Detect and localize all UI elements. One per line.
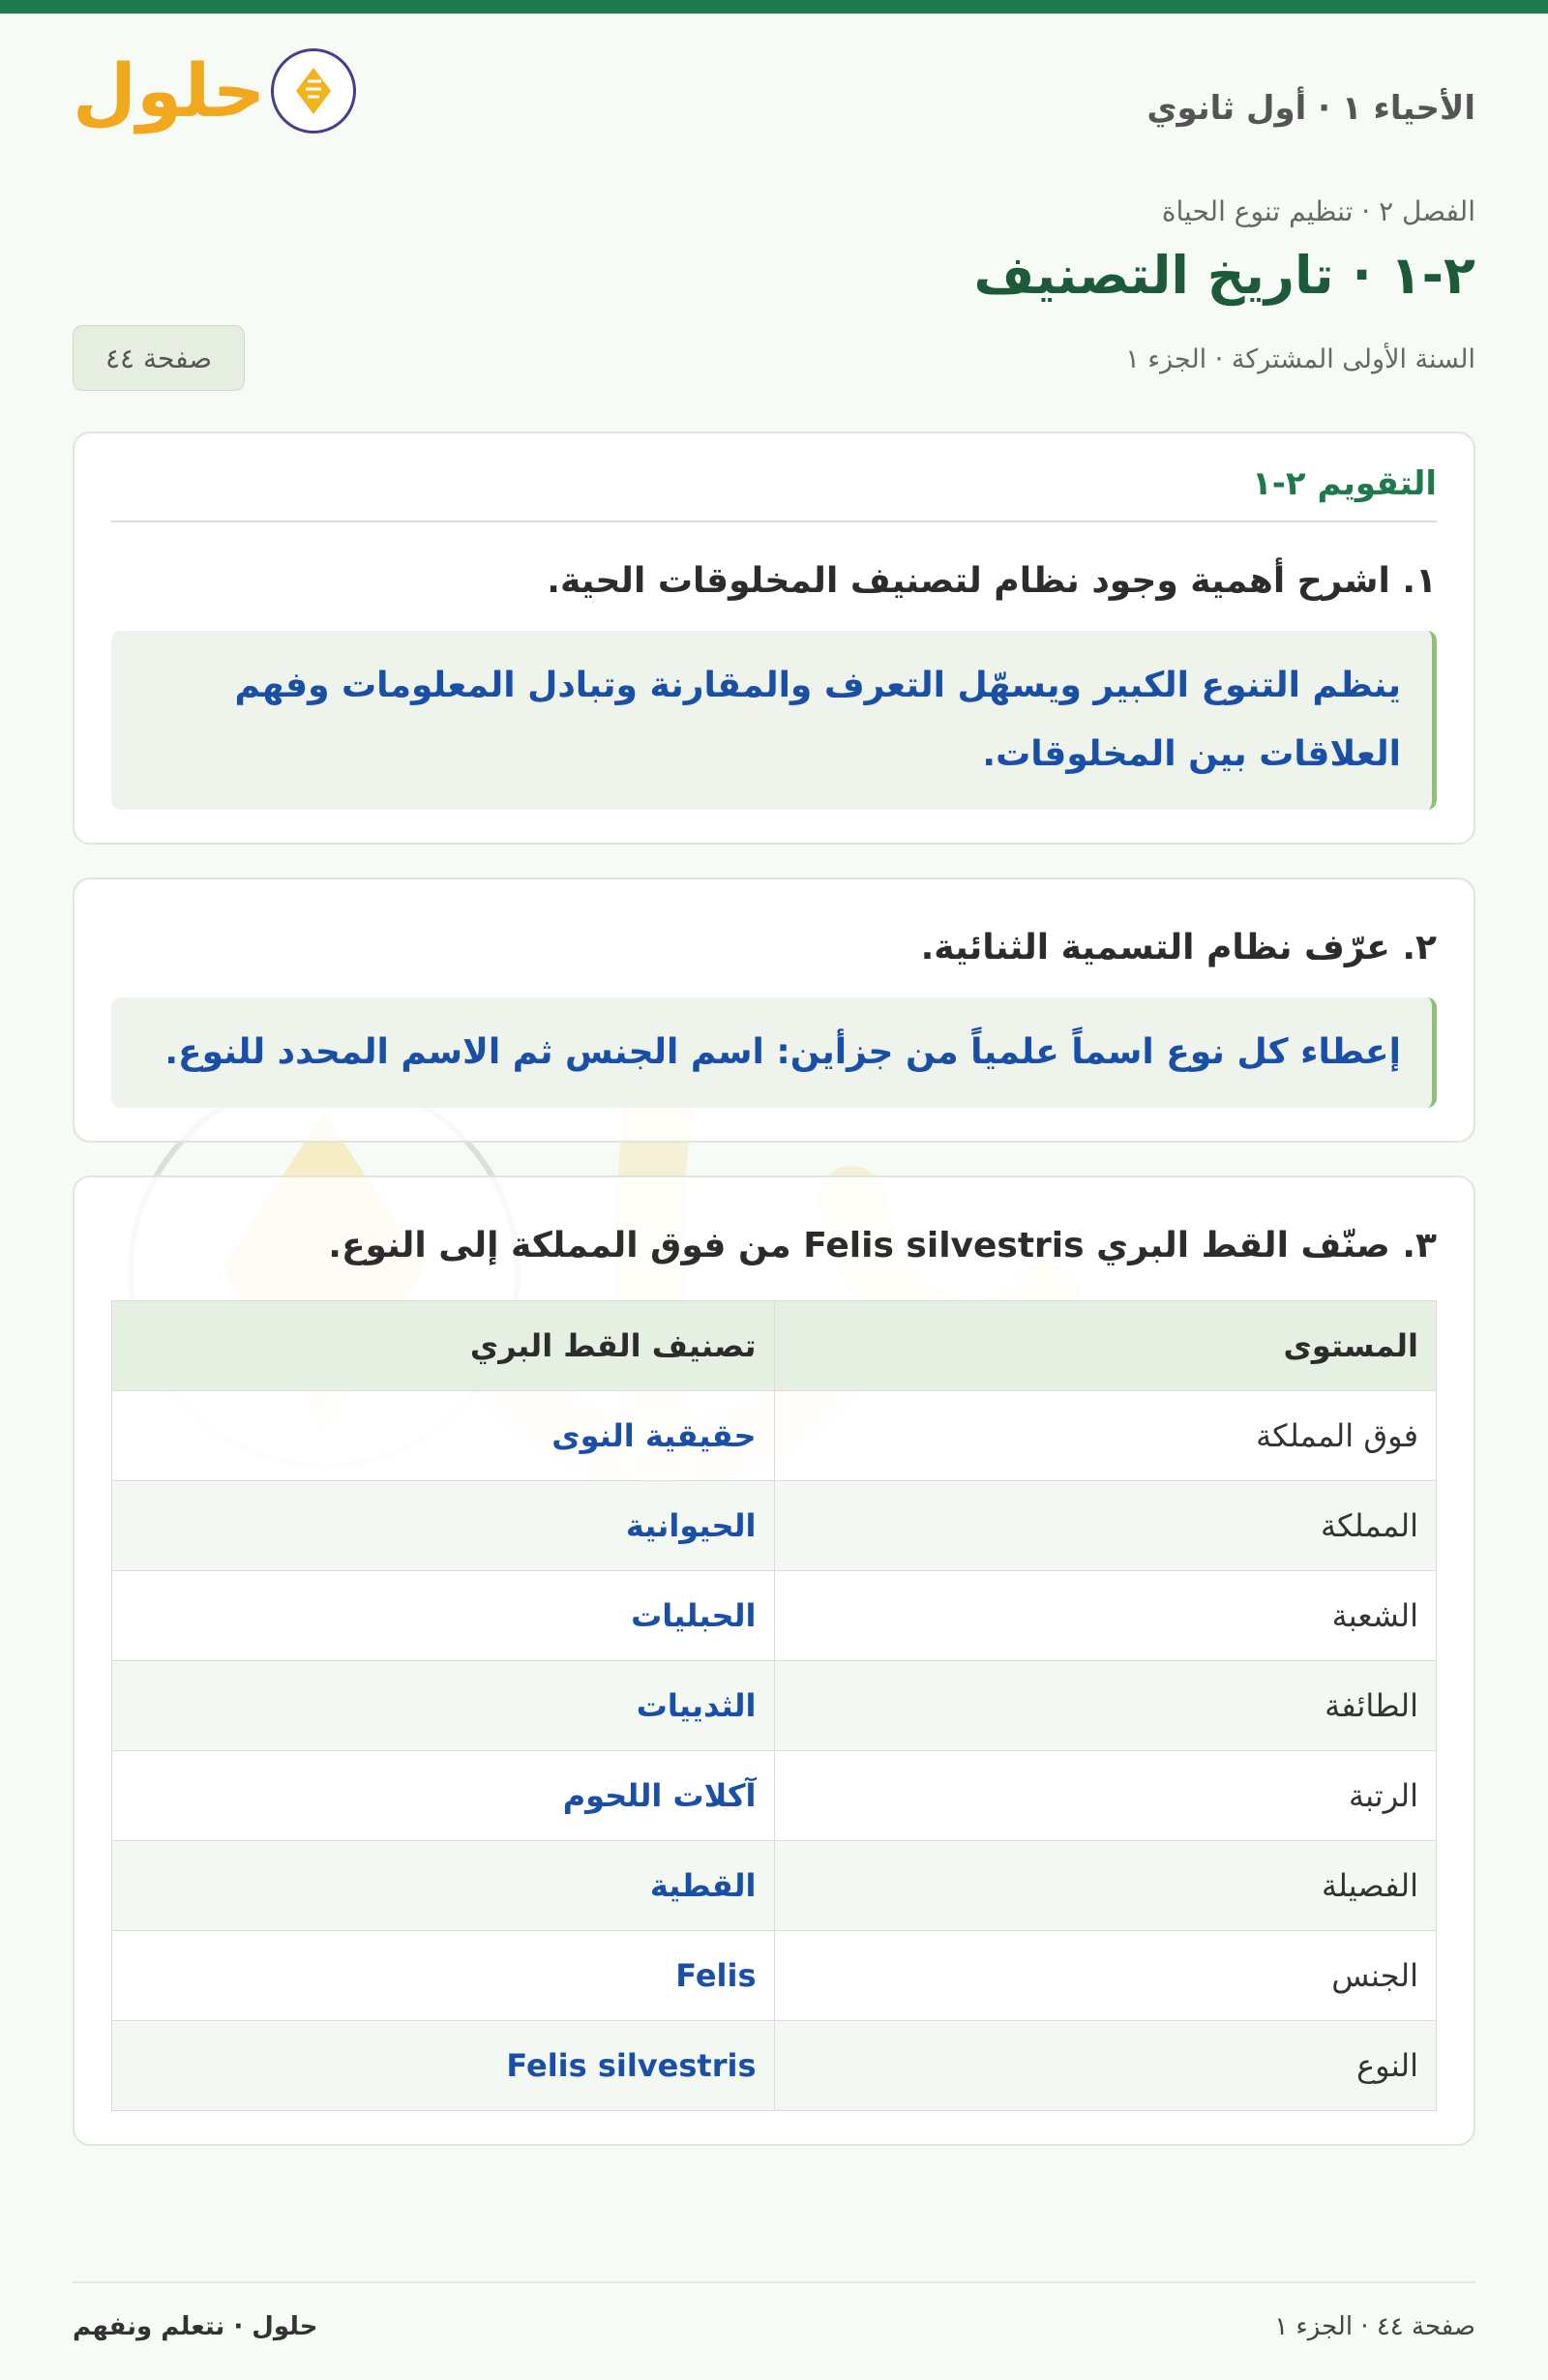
question-2: ٢. عرّف نظام التسمية الثنائية. (920, 927, 1437, 967)
question-3 (111, 1222, 1437, 1270)
level-cell: الطائفة (774, 1660, 1437, 1750)
question-card-2 (73, 878, 1475, 1144)
level-cell: الفصيلة (774, 1840, 1437, 1930)
table-row (112, 2020, 1437, 2110)
level-cell: النوع (774, 2020, 1437, 2110)
table-row (112, 1750, 1437, 1840)
subject-title: الأحياء ١ · أول ثانوي (1146, 89, 1475, 128)
logo-wordmark: حلول (73, 47, 266, 134)
level-cell: الشعبة (774, 1570, 1437, 1660)
question-3-suffix: من فوق المملكة إلى النوع. (328, 1226, 791, 1266)
value-cell: الحيوانية (112, 1480, 775, 1570)
table-row (112, 1660, 1437, 1750)
question-1: ١. اشرح أهمية وجود نظام لتصنيف المخلوقات الحية. (547, 561, 1437, 601)
book-meta: السنة الأولى المشتركة · الجزء ١ (1125, 344, 1475, 374)
section-title: التقويم ٢-١ (111, 464, 1437, 522)
level-cell: فوق المملكة (774, 1390, 1437, 1480)
value-cell: القطية (112, 1840, 775, 1930)
table-header-row (112, 1300, 1437, 1390)
page-badge: صفحة ٤٤ (73, 325, 245, 391)
book-diamond-icon (271, 48, 356, 134)
footer-page-label: صفحة ٤٤ · الجزء ١ (1274, 2312, 1475, 2341)
value-cell (112, 2020, 775, 2110)
answer-1: ينظم التنوع الكبير ويسهّل التعرف والمقارنة وتبادل المعلومات وفهم العلاقات بين المخلوقات. (111, 631, 1437, 809)
value-cell: الحبليات (112, 1570, 775, 1660)
chapter-label: الفصل ٢ · تنظيم تنوع الحياة (1161, 195, 1475, 227)
level-cell: الجنس (774, 1930, 1437, 2020)
table-row (112, 1840, 1437, 1930)
table-row (112, 1390, 1437, 1480)
level-cell: الرتبة (774, 1750, 1437, 1840)
footer-brand: حلول · نتعلم ونفهم (73, 2312, 318, 2341)
site-logo[interactable] (73, 48, 356, 134)
classification-table (111, 1300, 1437, 2111)
question-card-3 (73, 1175, 1475, 2145)
page-footer (73, 2281, 1475, 2341)
value-cell: الثدييات (112, 1660, 775, 1750)
question-3-prefix: ٣. صنّف القط البري (1096, 1226, 1437, 1266)
value-cell: حقيقية النوى (112, 1390, 775, 1480)
lesson-title: ٢-١ · تاريخ التصنيف (973, 245, 1475, 306)
value-cell: آكلات اللحوم (112, 1750, 775, 1840)
question-3-latin-name: Felis silvestris (803, 1226, 1085, 1266)
answer-2: إعطاء كل نوع اسماً علمياً من جزأين: اسم الجنس ثم الاسم المحدد للنوع. (111, 997, 1437, 1108)
table-row (112, 1930, 1437, 2020)
value-cell: Felis (112, 1930, 775, 2020)
question-card-1 (73, 431, 1475, 845)
table-row (112, 1570, 1437, 1660)
column-header-classification: تصنيف القط البري (112, 1300, 775, 1390)
level-cell: المملكة (774, 1480, 1437, 1570)
page-header (73, 14, 1475, 168)
table-row (112, 1480, 1437, 1570)
top-accent-bar (0, 0, 1548, 14)
value-cell-latin: Felis silvestris (506, 2046, 757, 2084)
column-header-level: المستوى (774, 1300, 1437, 1390)
